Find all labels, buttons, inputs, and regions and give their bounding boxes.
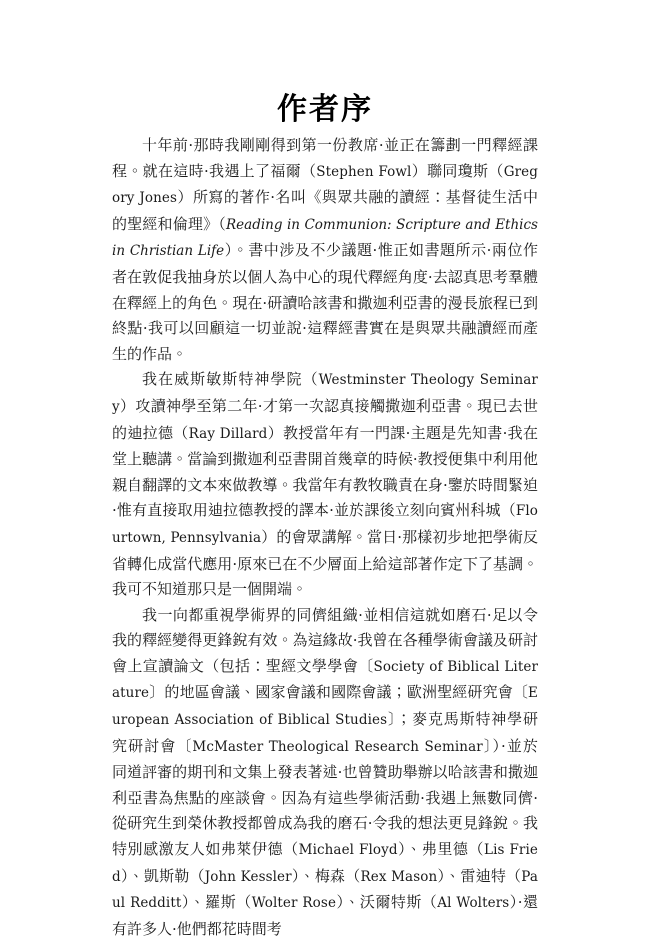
cjk-text-run: 我一向都重視學術界的同儕組織·並相信這就如磨石·足以令我的釋經變得更鋒銳有效。為這緣故·我曾在各種學術會議及研討會上宣讀論文（包括：聖經文學學會〔 bbox=[112, 605, 538, 675]
cjk-text-run: ）攻讀神學至第二年·才第一次認真接觸撒迦利亞書。現已去世的迪拉德（ bbox=[112, 396, 538, 442]
latin-text-run: Michael Floyd bbox=[298, 842, 398, 859]
latin-text-run: McMaster Theological Research Seminar bbox=[192, 738, 483, 755]
latin-text-run: Wolter Rose bbox=[251, 895, 337, 912]
paragraph bbox=[112, 367, 538, 602]
latin-text-run: Westminster Theology Seminary bbox=[112, 372, 538, 415]
latin-text-run: European Association of Biblical Studies bbox=[112, 685, 538, 729]
cjk-text-run: 我在威斯敏斯特神學院（ bbox=[142, 370, 319, 389]
latin-text-run: Lis Fried bbox=[112, 842, 538, 885]
latin-text-run: Gregory Jones bbox=[112, 163, 538, 207]
cjk-text-run: 〕的地區會議、國家會議和國際會議；歐洲聖經研究會〔 bbox=[149, 683, 529, 702]
latin-text-run: John Kessler bbox=[204, 868, 292, 885]
cjk-text-run: ）、沃爾特斯（ bbox=[336, 893, 438, 912]
cjk-text-run: ）的會眾講解。當日·那樣初步地把學術反省轉化成當代應用·原來已在不少層面上給這部著作定下了基調。我可不知道那只是一個開端。 bbox=[112, 527, 538, 599]
cjk-text-run: ）、羅斯（ bbox=[181, 893, 252, 912]
cjk-text-run: ）、雷迪特（ bbox=[437, 866, 522, 885]
cjk-text-run: ）教授當年有一門課·主題是先知書·我在堂上聽講。當論到撒迦利亞書開首幾章的時候·教授便集中利用他親自翻譯的文本來做教導。我當年有教牧職責在身·鑒於時間緊迫·惟有直接取用迪拉德教授的譯本·並於課後立刻向賓州科城（ bbox=[112, 423, 538, 520]
paragraph bbox=[112, 133, 538, 367]
cjk-text-run: ）·還有許多人·他們都花時間考 bbox=[112, 893, 538, 938]
latin-text-run: Ray Dillard bbox=[188, 425, 268, 442]
cjk-text-run: ）。書中涉及不少議題·惟正如書題所示·兩位作者在敦促我抽身於以個人為中心的現代釋經角度·去認真思考羣體在釋經上的角色。現在·研讀哈該書和撒迦利亞書的漫長旅程已到終點·我可以回顧這一切並說·這釋經書實在是與眾共融讀經而產生的作品。 bbox=[112, 241, 538, 363]
cjk-text-run: ）聯同瓊斯（ bbox=[411, 161, 504, 180]
latin-text-run: Stephen Fowl bbox=[316, 163, 412, 180]
page-title: 作者序 bbox=[277, 92, 373, 128]
latin-italic-text-run: Reading in Communion: Scripture and Ethics in Christian Life bbox=[112, 216, 538, 260]
body-text-block bbox=[112, 133, 538, 942]
latin-text-run: Al Wolters bbox=[437, 895, 510, 912]
latin-text-run: Paul Redditt bbox=[112, 868, 538, 912]
cjk-text-run: ）、凱斯勒（ bbox=[120, 866, 205, 885]
latin-text-run: Flourtown, Pennsylvania bbox=[112, 503, 538, 546]
cjk-text-run: 〕；麥克馬斯特神學研究研討會〔 bbox=[112, 710, 538, 755]
cjk-text-run: ）、弗里德（ bbox=[397, 840, 484, 859]
cjk-text-run: 十年前·那時我剛剛得到第一份教席·並正在籌劃一門釋經課程。就在這時·我遇上了福爾（ bbox=[112, 136, 538, 180]
latin-text-run: Society of Biblical Literature bbox=[112, 658, 538, 702]
cjk-text-run: ）所寫的著作·名叫《與眾共融的讀經：基督徒生活中的聖經和倫理》（ bbox=[112, 188, 538, 233]
cjk-text-run: ）、梅森（ bbox=[291, 866, 361, 885]
cjk-text-run: 〕）·並於同道評審的期刊和文集上發表著述·也曾贊助舉辦以哈該書和撒迦利亞書為焦點的座談會。因為有這些學術活動·我遇上無數同儕·從研究生到榮休教授都曾成為我的磨石·令我的想法更見鋒銳。我特別感激友人如弗萊伊德（ bbox=[112, 736, 538, 859]
latin-text-run: Rex Mason bbox=[360, 868, 438, 885]
paragraph bbox=[112, 603, 538, 942]
